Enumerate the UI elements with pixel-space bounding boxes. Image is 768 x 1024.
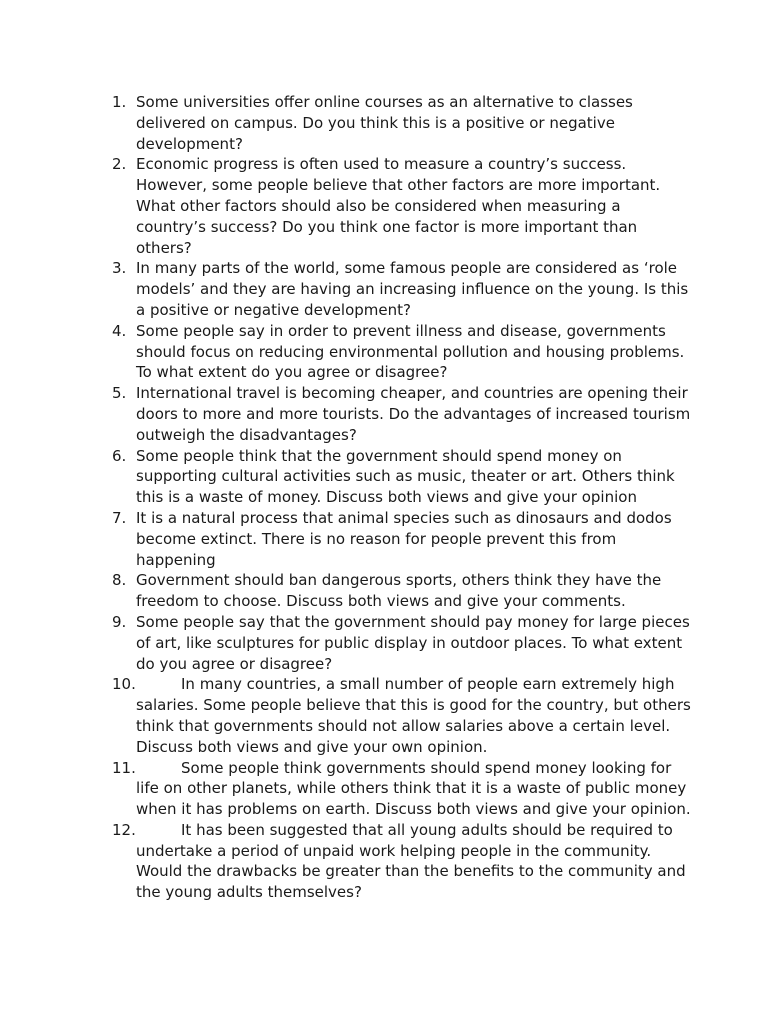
item-number: 2. xyxy=(112,155,127,174)
item-text: International travel is becoming cheaper, and countries are opening their doors to more and more tourists. Do the advantages of increased tourism outweigh the disadvantages? xyxy=(136,384,691,444)
item-number: 1. xyxy=(112,93,127,111)
list-item xyxy=(112,758,692,820)
item-number: 6. xyxy=(112,446,127,465)
item-number: 11. xyxy=(112,758,136,777)
list-item xyxy=(112,820,692,903)
item-number: 7. xyxy=(112,508,127,527)
item-number: 8. xyxy=(112,571,127,590)
list-item xyxy=(112,383,692,445)
item-number: 4. xyxy=(112,321,127,340)
item-text: In many countries, a small number of people earn extremely high salaries. Some people believe that this is good for the country, but others think that governments should not allow salaries above a certain level. Discuss both views and give your own opinion. xyxy=(136,675,691,756)
list-item xyxy=(112,92,692,154)
item-number: 10. xyxy=(112,675,136,694)
list-item xyxy=(112,674,692,757)
item-text: In many parts of the world, some famous people are considered as ‘role models’ and they are having an increasing influence on the young. Is this a positive or negative development? xyxy=(136,259,689,319)
item-text: Economic progress is often used to measure a country’s success. However, some people believe that other factors are more important. What other factors should also be considered when measuring a country’s success? Do you think one factor is more important than others? xyxy=(136,155,661,257)
item-number: 9. xyxy=(112,612,127,631)
item-text: It has been suggested that all young adults should be required to undertake a period of unpaid work helping people in the community. Would the drawbacks be greater than the benefits to the community and the young adults themselves? xyxy=(136,820,686,902)
item-text: Some people say that the government should pay money for large pieces of art, like sculptures for public display in outdoor places. To what extent do you agree or disagree? xyxy=(136,612,690,673)
list-item xyxy=(112,321,692,383)
list-item xyxy=(112,154,692,258)
list-item xyxy=(112,446,692,508)
list-item xyxy=(112,612,692,674)
item-number: 3. xyxy=(112,259,127,278)
item-text: It is a natural process that animal species such as dinosaurs and dodos become extinct. There is no reason for people prevent this from happening xyxy=(136,508,672,569)
list-item xyxy=(112,508,692,570)
item-number: 12. xyxy=(112,820,136,839)
item-text: Some people say in order to prevent illness and disease, governments should focus on reducing environmental pollution and housing problems. To what extent do you agree or disagree? xyxy=(136,321,685,382)
item-text: Some people think governments should spend money looking for life on other planets, while others think that it is a waste of public money when it has problems on earth. Discuss both views and give your opinion. xyxy=(136,758,691,819)
list-item xyxy=(112,258,692,320)
list-item xyxy=(112,570,692,612)
item-number: 5. xyxy=(112,384,127,403)
essay-topic-list xyxy=(112,92,692,903)
item-text: Some people think that the government should spend money on supporting cultural activities such as music, theater or art. Others think this is a waste of money. Discuss both views and give your opinion xyxy=(136,446,675,507)
item-text: Government should ban dangerous sports, others think they have the freedom to choose. Discuss both views and give your comments. xyxy=(136,571,662,611)
item-text: Some universities offer online courses as an alternative to classes delivered on campus. Do you think this is a positive or negative development? xyxy=(136,93,633,153)
